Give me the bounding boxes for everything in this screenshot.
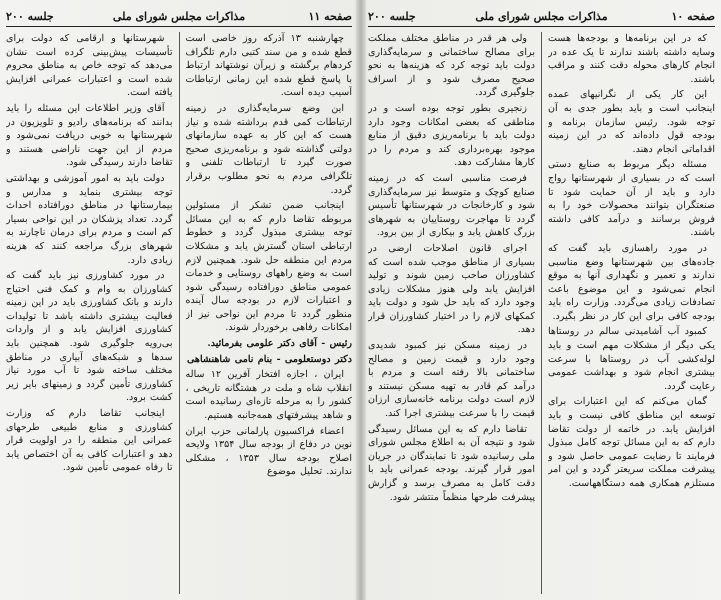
left-page-header (6, 6, 352, 27)
paragraph: اینجانب ضمن تشکر از مسئولین مربوطه تقاضا دارم که به این مسائل توجه بیشتری مبذول گردد و خطوط ارتباطی استان گسترش یابد و مشکلات مردم این منطقه حل شود. همچنین لازم است به وضع راههای روستایی و خدمات عمومی مناطق دورافتاده رسیدگی شود و اعتبارات لازم در بودجه سال آینده منظور گردد تا مردم این نواحی نیز از امکانات رفاهی برخوردار شوند. (185, 200, 352, 334)
right-page (362, 0, 721, 600)
paragraph: مسئله دیگر مربوط به صنایع دستی است که در بسیاری از شهرستانها رواج دارد و باید از آن حمایت شود تا صنعتگران بتوانند محصولات خود را به فروش برسانند و درآمد کافی داشته باشند. (548, 159, 715, 239)
column-divider (179, 32, 180, 594)
text-column (6, 32, 173, 594)
paragraph: در مورد کشاورزی نیز باید گفت که کشاورزان به وام و کمک فنی احتیاج دارند و بانک کشاورزی باید در این زمینه فعالیت بیشتری داشته باشد تا تولیدات کشاورزی افزایش یابد و از واردات بی‌رویه جلوگیری شود. همچنین باید سدها و شبکه‌های آبیاری در مناطق مختلف ساخته شود تا آب مورد نیاز کشاورزی تأمین گردد و زمینهای بایر زیر کشت برود. (6, 270, 173, 404)
paragraph: که در این برنامه‌ها و بودجه‌ها هست وسایه داشته باشند ندارند تا یک عده در انجام کارهای محوله دقت کنند و مراقب باشند. (548, 33, 715, 85)
column-divider (541, 32, 542, 594)
paragraph: تقاضا دارم که به این مسائل رسیدگی شود و نتیجه آن به اطلاع مجلس شورای ملی رسانیده شود تا نمایندگان در جریان امور قرار گیرند. بودجه عمرانی باید با دقت کامل به مصرف برسد و گزارش پیشرفت طرحها منظماً منتشر شود. (368, 423, 535, 503)
paragraph: دولت باید به امور آموزشی و بهداشتی توجه بیشتری بنماید و مدارس و بیمارستانها در مناطق دورافتاده احداث گردد. تعداد پزشکان در این نواحی بسیار کم است و مردم برای درمان ناچارند به شهرهای بزرگ مراجعه کنند که هزینه زیادی دارد. (6, 172, 173, 266)
paragraph: ولی هر قدر در مناطق مختلف مملکت برای مصالح ساختمانی و سرمایه‌گذاری دولت باید توجه کرد که هزینه‌ها به نحو صحیح مصرف شود و از اسراف جلوگیری گردد. (368, 33, 535, 99)
paragraph: آقای وزیر اطلاعات این مسئله را باید بدانند که برنامه‌های رادیو و تلویزیون در شهرستانها به خوبی دریافت نمی‌شود و مردم از این جهت ناراضی هستند و تقاضا دارند رسیدگی شود. (6, 102, 173, 169)
session-number: جلسه ۲۰۰ (368, 9, 416, 23)
right-page-columns (368, 32, 715, 594)
publication-title: مذاکرات مجلس شورای ملی (475, 9, 608, 23)
publication-title: مذاکرات مجلس شورای ملی (112, 9, 246, 23)
paragraph: اینجانب تقاضا دارم که وزارت کشاورزی و منابع طبیعی طرحهای عمرانی این منطقه را در اولویت قرار دهد و اعتبارات کافی به آن اختصاص یابد تا رفاه عمومی تأمین شود. (6, 408, 173, 474)
text-column (368, 32, 535, 594)
page-number: صفحه ۱۰ (671, 9, 715, 23)
paragraph: در مورد راهسازی باید گفت که جاده‌های بین شهرستانها وضع مناسبی ندارند و تعمیر و نگهداری آنها به موقع انجام نمی‌شود و این موضوع باعث تصادفات زیادی می‌گردد. وزارت راه باید بودجه کافی برای این کار در نظر بگیرد. (548, 242, 715, 322)
paragraph: این کار یکی از نگرانیهای عمده اینجانب است و باید بطور جدی به آن توجه شود. رئیس سازمان برنامه و بودجه قول داده‌اند که در این زمینه اقداماتی انجام دهند. (548, 89, 715, 155)
speaker-line: دکتر دوستعلومی - بنام نامی شاهنشاهی (186, 353, 352, 365)
paragraph: اجرای قانون اصلاحات ارضی در بسیاری از مناطق موجب شده است که کشاورزان صاحب زمین شوند و تولید افزایش یابد ولی هنوز مشکلات زیادی وجود دارد که باید حل شود و دولت باید کمکهای لازم را در اختیار کشاورزان قرار دهد. (368, 242, 535, 336)
session-number: جلسه ۲۰۰ (6, 9, 54, 23)
left-page (0, 0, 358, 600)
paragraph: چهارشنبه ۱۳ آذرکه روز خاصی است قطع شده و من سند کتبی دارم تلگراف کردهام برگشته و زیرآن نوشتهاند ارتباط با پاسخ قطع شده این زمانی ارتباطات آسیب دیده است. (185, 33, 352, 99)
paragraph: شهرستانها و ارقامی که دولت برای تأسیسات پیش‌بینی کرده است نشان می‌دهد که توجه خاص به مناطق محروم شده است و اعتبارات عمرانی افزایش یافته است. (6, 33, 173, 99)
paragraph: در زمینه مسکن نیز کمبود شدیدی وجود دارد و قیمت زمین و مصالح ساختمانی بالا رفته است و مردم با درآمد کم قادر به تهیه مسکن نیستند و لازم است دولت برنامه خانه‌سازی ارزان قیمت را با سرعت بیشتری اجرا کند. (368, 340, 535, 420)
paragraph: اعضاء فراکسیون پارلمانی حزب ایران نوین در دفاع از بودجه سال ۱۳۵۴ ولایحه اصلاح بودجه سال ۱۳۵۳ ، مشکلی ندارند. تحلیل موضوع (185, 425, 352, 478)
paragraph: فرصت مناسبی است که در زمینه صنایع کوچک و متوسط نیز سرمایه‌گذاری شود و کارخانجات در شهرستانها تأسیس گردد تا مهاجرت روستاییان به شهرهای بزرگ کاهش یابد و بیکاری از بین برود. (368, 172, 535, 239)
paragraph: کمبود آب آشامیدنی سالم در روستاها یکی دیگر از مشکلات مهم است و باید لوله‌کشی آب در روستاها با سرعت بیشتری انجام شود و بهداشت عمومی رعایت گردد. (548, 326, 715, 392)
paragraph: ایران ، اجازه افتخار آفرین ۱۲ ساله انقلاب شاه و ملت در هشتگانه تاریخی ، کشور را به مرحله تازه‌ای رسانیده است و شاهد پیشرفتهای همه‌جانبه هستیم. (185, 369, 352, 422)
speaker-line: رئیس - آقای دکتر علومی بفرمائید. (207, 338, 352, 350)
left-page-columns (6, 32, 352, 594)
text-column (186, 32, 353, 594)
right-page-header (368, 6, 715, 27)
page-number: صفحه ۱۱ (308, 9, 352, 23)
paragraph: زنجیری بطور توجه بوده است و در مناطقی که بعضی امکانات وجود دارد دولت باید با برنامه‌ریزی دقیق از منابع موجود بهره‌برداری کند و مردم را در کارها مشارکت دهد. (368, 102, 535, 169)
text-column (548, 32, 715, 594)
paragraph: گمان می‌کنم که این اعتبارات برای توسعه این مناطق کافی نیست و باید افزایش یابد. در خاتمه از دولت تقاضا دارم که به این مسائل توجه کامل مبذول فرمایند تا رضایت عمومی حاصل شود و پیشرفت مملکت سریعتر گردد و این امر مستلزم همکاری همه دستگاههاست. (548, 396, 715, 489)
paragraph: این وضع سرمایه‌گذاری در زمینه ارتباطات کمی قدم برداشته شده و نیاز هست که این کار به عهده سازمانهای دولتی گذاشته شود و برنامه‌ریزی صحیح صورت گیرد تا ارتباطات تلفنی و تلگرافی مردم به نحو مطلوب برقرار گردد. (185, 102, 352, 196)
